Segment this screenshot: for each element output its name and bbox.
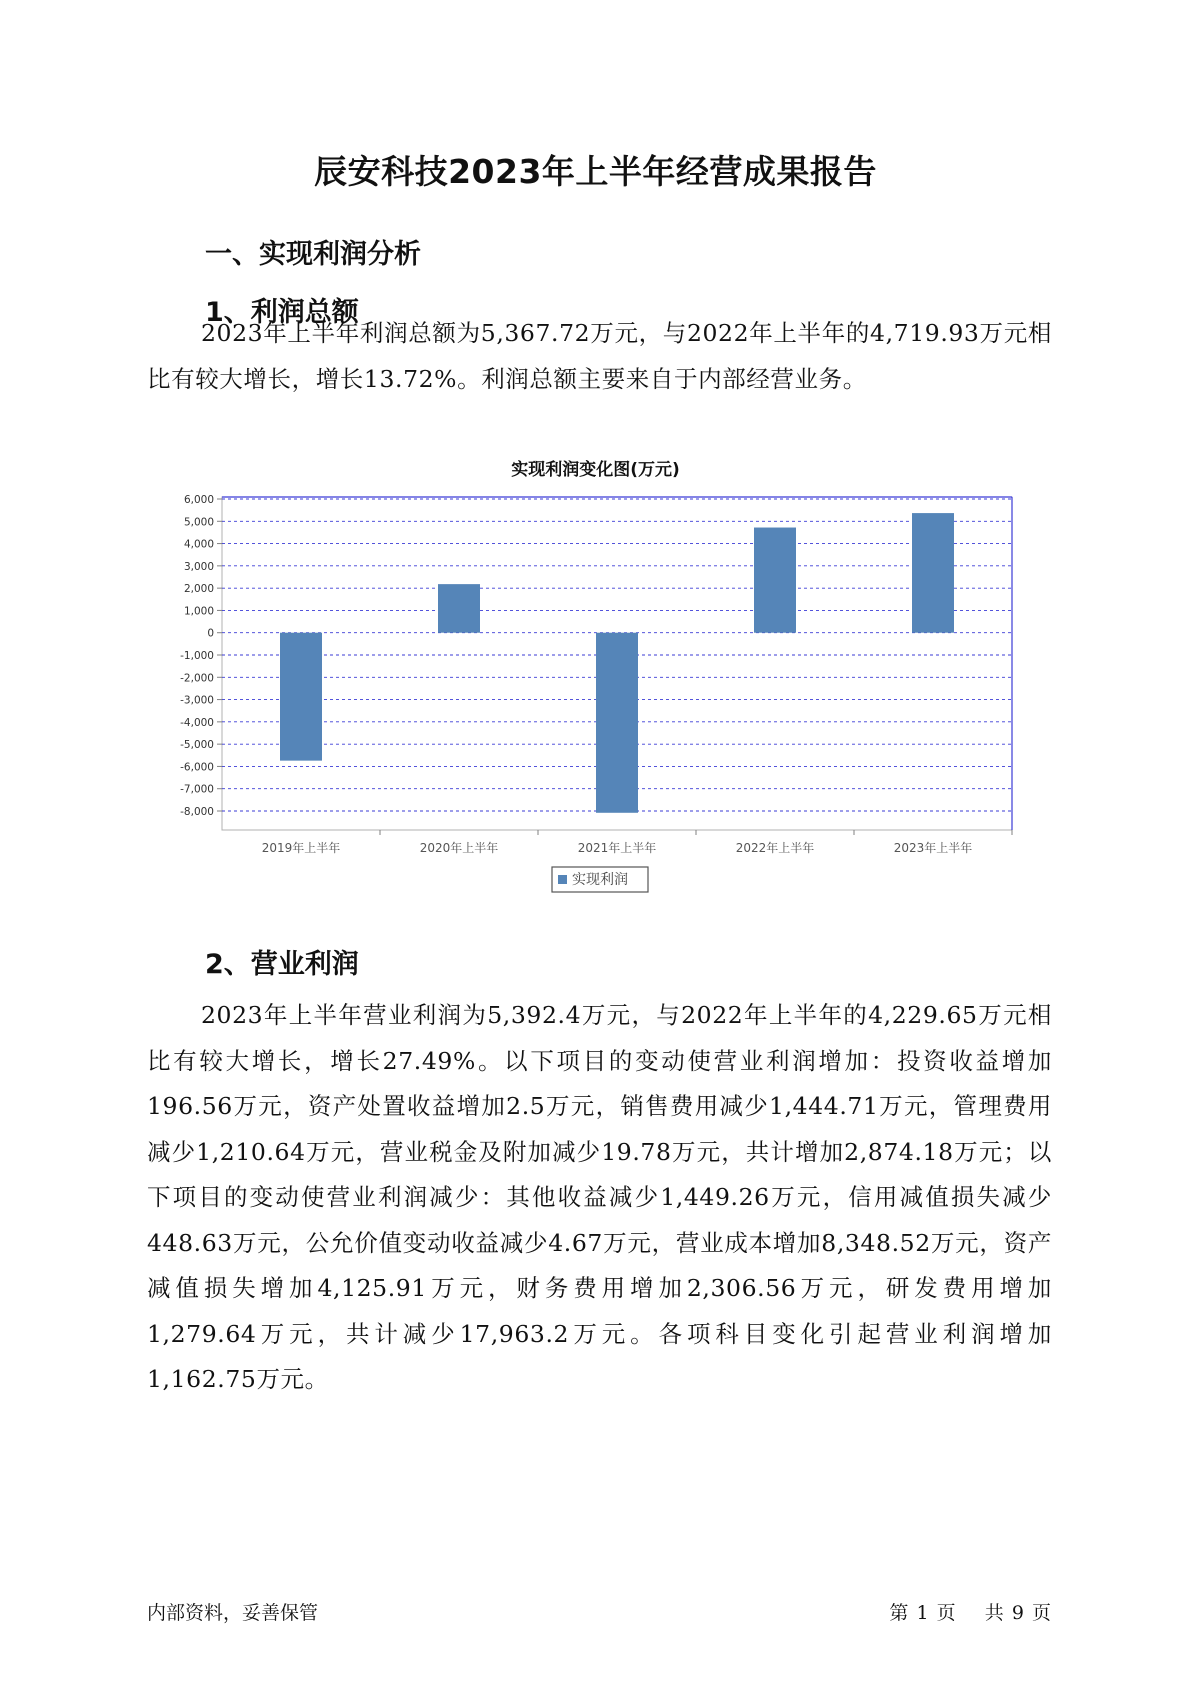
chart-y-tick-label: -4,000	[180, 716, 214, 729]
chart-x-tick-label: 2019年上半年	[261, 841, 341, 855]
operating-profit-paragraph: 2023年上半年营业利润为5,392.4万元，与2022年上半年的4,229.65万元相比有较大增长，增长27.49%。以下项目的变动使营业利润增加：投资收益增加196.56万元，资产处置收益增加2.5万元，销售费用减少1,444.71万元，管理费用减少1,210.64万元，营业税金及附加减少19.78万元，共计增加2,874.18万元；以下项目的变动使营业利润减少：其他收益减少1,449.26万元，信用减值损失减少448.63万元，公允价值变动收益减少4.67万元，营业成本增加8,348.52万元，资产减值损失增加4,125.91万元，财务费用增加2,306.56万元，研发费用增加1,279.64万元，共计减少17,963.2万元。各项科目变化引起营业利润增加1,162.75万元。	[147, 1001, 1052, 1393]
total-label: 页	[1031, 1602, 1052, 1624]
section-heading: 一、实现利润分析	[205, 239, 421, 270]
chart-y-tick-label: -3,000	[180, 694, 214, 707]
page-number: 1	[916, 1602, 930, 1624]
chart-bar	[912, 513, 954, 633]
chart-x-tick-label: 2023年上半年	[893, 841, 973, 855]
chart-y-tick-label: 1,000	[183, 605, 214, 618]
chart-bar	[280, 633, 322, 761]
chart-x-tick-label: 2021年上半年	[577, 841, 657, 855]
chart-bar	[754, 528, 796, 633]
page-label: 页	[936, 1602, 957, 1624]
chart-title: 实现利润变化图(万元)	[511, 460, 680, 480]
subsection-heading: 1、利润总额	[205, 297, 359, 328]
page-label: 第	[889, 1602, 910, 1624]
confidential-notice: 内部资料，妥善保管	[147, 1602, 319, 1624]
profit-total-paragraph: 2023年上半年利润总额为5,367.72万元，与2022年上半年的4,719.93万元相比有较大增长，增长13.72%。利润总额主要来自于内部经营业务。	[147, 319, 1052, 393]
chart-y-tick-label: -5,000	[180, 739, 214, 752]
page-indicator	[889, 1598, 1052, 1625]
total-label: 共	[984, 1602, 1005, 1624]
chart-y-tick-label: -8,000	[180, 806, 214, 818]
chart-y-tick-label: -6,000	[180, 761, 214, 774]
chart-legend-label: 实现利润	[572, 872, 628, 888]
chart-x-tick-label: 2020年上半年	[419, 841, 499, 855]
chart-y-tick-label: -1,000	[180, 650, 214, 662]
subsection-heading: 2、营业利润	[205, 949, 359, 980]
chart-bar	[438, 584, 480, 633]
chart-y-tick-label: 0	[207, 627, 214, 640]
chart-y-tick-label: 2,000	[183, 583, 214, 596]
chart-y-tick-label: 3,000	[183, 560, 214, 573]
chart-bar	[596, 633, 638, 813]
chart-legend-swatch	[558, 875, 567, 884]
page-title: 辰安科技2023年上半年经营成果报告	[314, 152, 877, 191]
chart-y-tick-label: 6,000	[183, 494, 214, 506]
chart-y-tick-label: 4,000	[183, 538, 214, 551]
total-pages: 9	[1011, 1602, 1025, 1624]
chart-x-tick-label: 2022年上半年	[735, 841, 815, 855]
chart-y-tick-label: -2,000	[180, 672, 214, 685]
chart-y-tick-label: 5,000	[183, 516, 214, 529]
chart-y-tick-label: -7,000	[180, 783, 214, 796]
